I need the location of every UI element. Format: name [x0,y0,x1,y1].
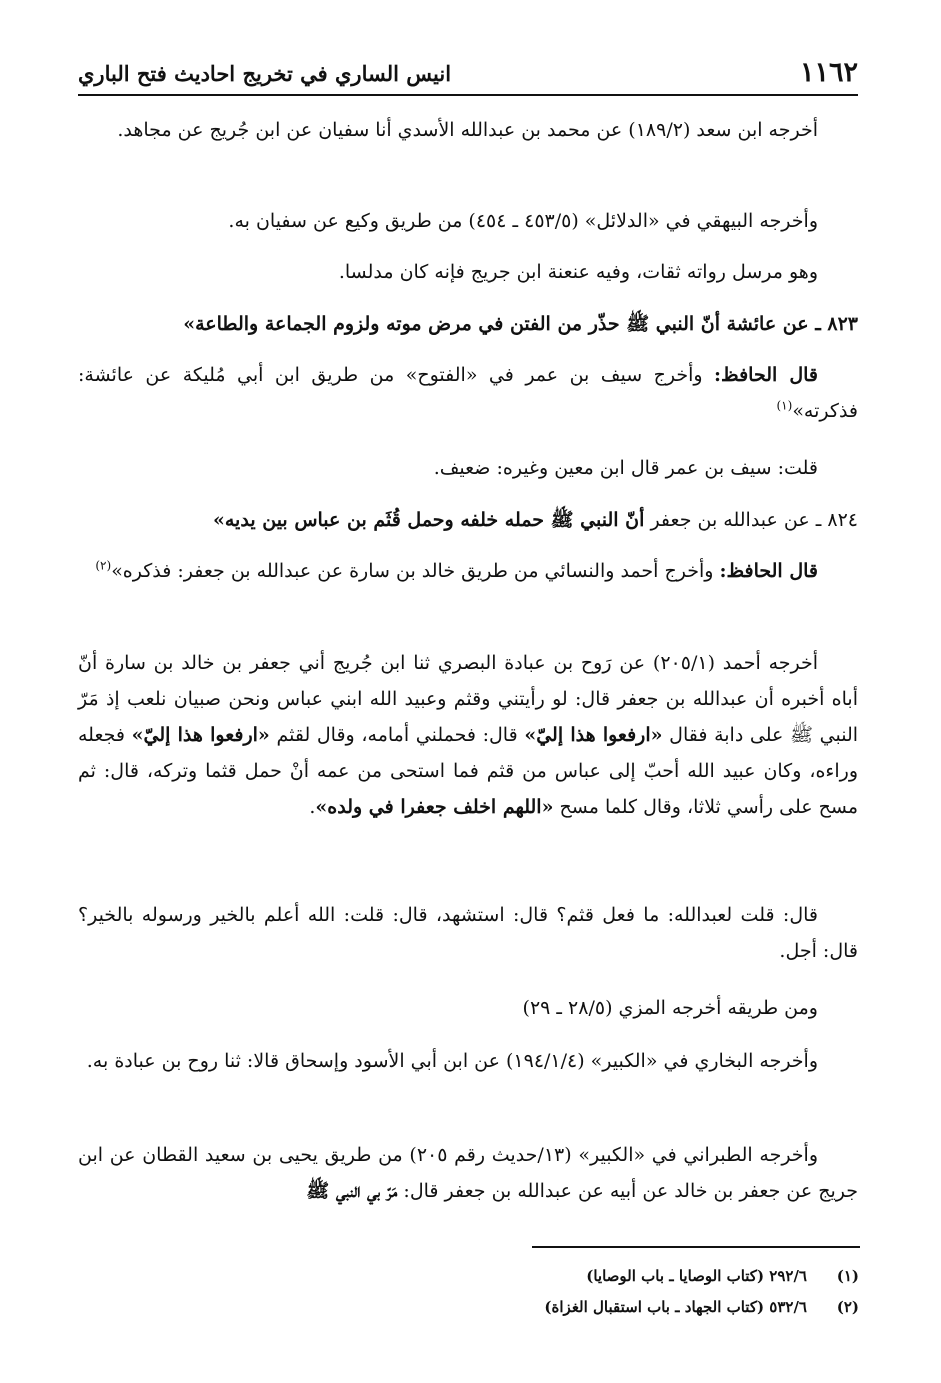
quote-bold: مَرّ بي النبي ﷺ [306,1180,398,1202]
hadith-title: عن عائشة أنّ النبي ﷺ حذّر من الفتن في مرض موته ولزوم الجماعة والطاعة» [183,313,809,335]
footnote-number: (١) [836,1267,859,1285]
paragraph-sayf [78,450,858,486]
paragraph-text: وأخرج أحمد والنسائي من طريق خالد بن سارة عن عبدالله بن جعفر: فذكره» [111,560,720,582]
hadith-heading-823 [78,306,858,342]
paragraph-ahmad [78,645,858,825]
quote-bold: «اللهم اخلف جعفرا في ولده» [315,796,554,818]
paragraph-text: قلت: سيف بن عمر قال ابن معين وغيره: ضعيف. [433,457,818,479]
running-header [78,50,858,90]
footnote-2 [544,1297,859,1317]
paragraph-text: قال: فحملني أمامه، وقال لقثم [269,724,525,746]
paragraph-text: . [309,796,316,818]
book-title: انيس الساري في تخريج احاديث فتح الباري [78,61,452,86]
hadith-number: ٨٢٣ ـ [808,313,858,335]
paragraph-text: وأخرج سيف بن عمر في «الفتوح» من طريق ابن أبي مُليكة عن عائشة: فذكرته» [78,364,858,422]
page-number: ١١٦٢ [799,57,858,88]
paragraph-bayhaqi [78,203,858,239]
paragraph-hafiz-823 [78,357,858,429]
hadith-narrator: عن عبدالله بن جعفر [644,509,810,531]
paragraph-qutham [78,897,858,969]
hadith-number: ٨٢٤ ـ [809,509,858,531]
quote-bold: «ارفعوا هذا إليّ» [524,724,663,746]
footnote-number: (٢) [836,1298,859,1316]
paragraph-mizzi [78,990,858,1026]
paragraph-text: أخرجه أحمد (٢٠٥/١) عن رَوح بن عبادة البصري ثنا ابن جُريج أني جعفر بن خالد بن سارة أنّ أباه أخبره أن عبدالله بن جعفر قال: لو رأيتني وقثم وعبيد الله ابني عباس ونحن صبيان نلعب إذ مَرّ النبي ﷺ على دابة فقال [78,652,859,746]
quote-bold: «ارفعوا هذا إليّ» [131,724,270,746]
hafiz-label: قال الحافظ: [719,560,818,582]
footnote-ref: (١) [776,398,793,413]
paragraph-text: ومن طريقه أخرجه المزي (٢٨/٥ ـ ٢٩) [522,997,818,1019]
paragraph-text: فجعله وراءه، وكان عبيد الله أحبّ إلى عباس من قثم فما استحى من عمه أنْ حمل قثما وتركه، قال: ثم مسح على رأسي ثلاثا، وقال كلما مسح [78,724,858,818]
paragraph-text: قال: قلت لعبدالله: ما فعل قثم؟ قال: استشهد، قال: قلت: الله أعلم بالخير ورسوله بالخير؟ قال: أجل. [78,904,858,962]
footnote-ref: (٢) [95,558,112,573]
paragraph-text: أخرجه ابن سعد (١٨٩/٢) عن محمد بن عبدالله الأسدي أنا سفيان عن ابن جُريج عن مجاهد. [117,119,818,141]
paragraph-mursal [78,254,858,290]
paragraph-text: وأخرجه البيهقي في «الدلائل» (٤٥٣/٥ ـ ٤٥٤) من طريق وكيع عن سفيان به. [228,210,818,232]
footnote-1 [586,1266,859,1286]
paragraph-text: وأخرجه البخاري في «الكبير» (١٩٤/١/٤) عن ابن أبي الأسود وإسحاق قالا: ثنا روح بن عبادة به. [86,1050,818,1072]
hafiz-label: قال الحافظ: [714,364,819,386]
hadith-title: أنّ النبي ﷺ حمله خلفه وحمل قُثَم بن عباس بين يديه» [213,509,645,531]
paragraph-hafiz-824 [78,553,858,589]
paragraph-ibn-saad [78,112,858,148]
paragraph-tabarani [78,1137,858,1209]
paragraph-bukhari [78,1043,858,1079]
paragraph-text: وهو مرسل رواته ثقات، وفيه عنعنة ابن جريج فإنه كان مدلسا. [338,261,818,283]
header-divider [78,94,858,96]
footnote-text: ٥٣٢/٦ (كتاب الجهاد ـ باب استقبال الغزاة) [544,1298,807,1316]
paragraph-text: وأخرجه الطبراني في «الكبير» (١٣/حديث رقم ٢٠٥) من طريق يحيى بن سعيد القطان عن ابن جريج عن جعفر بن خالد عن أبيه عن عبدالله بن جعفر قال: [78,1144,858,1202]
footnote-text: ٢٩٢/٦ (كتاب الوصايا ـ باب الوصايا) [586,1267,807,1285]
hadith-heading-824 [78,502,858,538]
footnote-divider [532,1246,860,1248]
